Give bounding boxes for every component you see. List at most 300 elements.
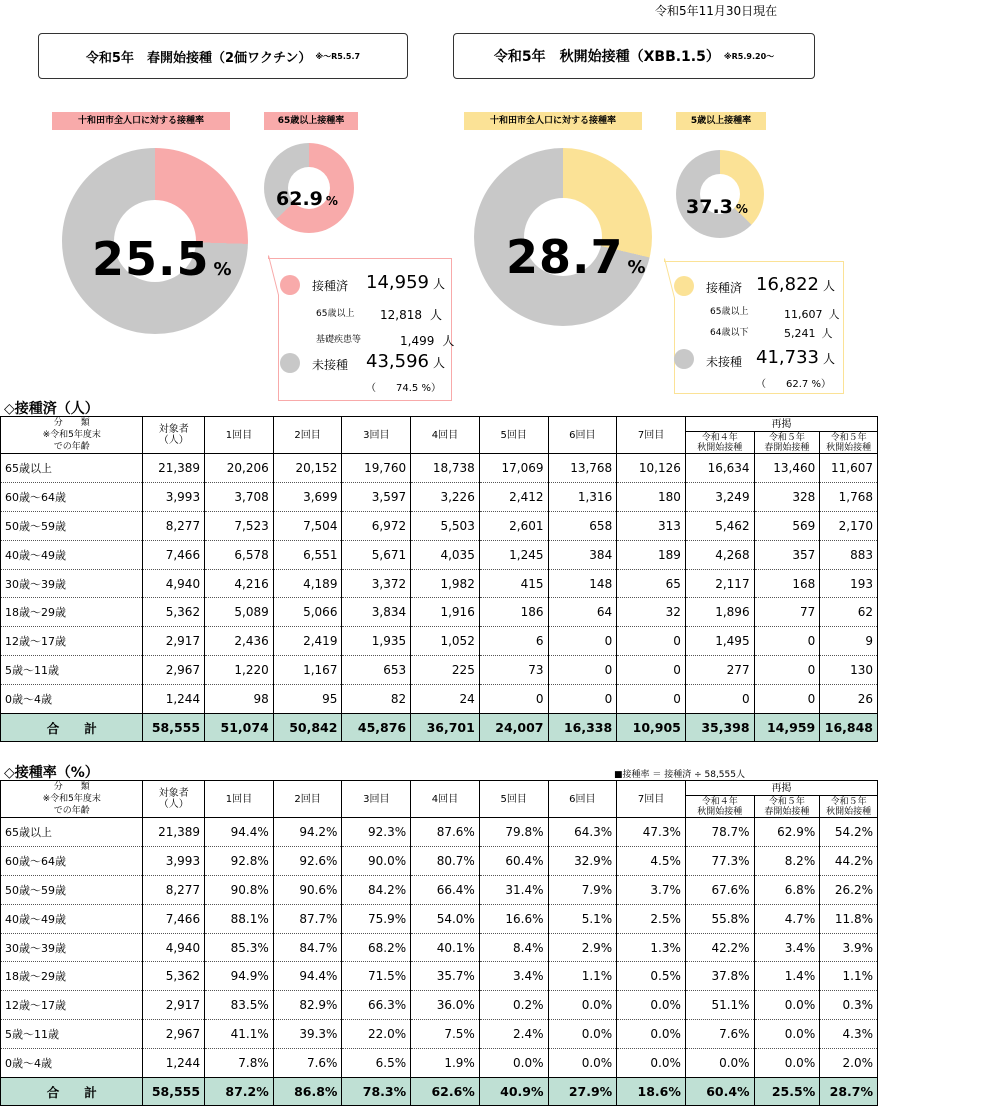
dose-header: 3回目 xyxy=(342,417,411,454)
table-cell: 94.2% xyxy=(273,818,342,847)
table-cell: 92.3% xyxy=(342,818,411,847)
autumn-vaccinated-value xyxy=(756,274,835,295)
person-unit: 人 xyxy=(822,352,835,366)
autumn-vaccinated-number: 16,822 xyxy=(756,274,819,295)
table-cell: 8,277 xyxy=(143,875,205,904)
person-unit: 人 xyxy=(432,277,445,291)
row-category: 18歳～29歳 xyxy=(1,962,143,991)
person-unit: 人 xyxy=(442,334,455,348)
table-cell: 7,466 xyxy=(143,904,205,933)
spring-vaccinated-number: 14,959 xyxy=(366,272,429,293)
category-header-note: ※令和5年度末 xyxy=(42,794,101,804)
table-cell: 2,436 xyxy=(205,627,274,656)
table-row xyxy=(1,656,878,685)
table-cell: 0.2% xyxy=(479,991,548,1020)
table-cell: 0.0% xyxy=(754,1020,820,1049)
autumn-title: 令和5年 秋開始接種（XBB.1.5） xyxy=(493,49,720,65)
table-cell: 0 xyxy=(754,685,820,714)
dose-header: 6回目 xyxy=(548,417,617,454)
table-cell: 1.3% xyxy=(617,933,686,962)
target-header xyxy=(143,417,205,454)
table-cell: 67.6% xyxy=(685,875,754,904)
table-cell: 90.6% xyxy=(273,875,342,904)
table-cell: 75.9% xyxy=(342,904,411,933)
autumn-rate-all-value: 28.7 xyxy=(506,230,624,284)
table-cell: 3,993 xyxy=(143,482,205,511)
total-cell: 27.9% xyxy=(548,1078,617,1106)
table-cell: 1,768 xyxy=(820,482,878,511)
table-cell: 3,249 xyxy=(685,482,754,511)
spring-rate-sub-value: 62.9 xyxy=(276,188,323,210)
dose-header: 6回目 xyxy=(548,781,617,818)
table-cell: 0 xyxy=(548,627,617,656)
table1-title: ◇接種済（人） xyxy=(4,401,99,417)
table-cell: 2,967 xyxy=(143,1020,205,1049)
table-cell: 42.2% xyxy=(685,933,754,962)
spring-detail1-number: 12,818 xyxy=(380,308,422,322)
table-cell: 4,940 xyxy=(143,569,205,598)
table2-footer xyxy=(1,1078,878,1106)
table-cell: 4,940 xyxy=(143,933,205,962)
table-cell: 277 xyxy=(685,656,754,685)
table-cell: 95 xyxy=(273,685,342,714)
table-cell: 6 xyxy=(479,627,548,656)
table-cell: 0 xyxy=(617,685,686,714)
table-cell: 3,226 xyxy=(411,482,480,511)
table-cell: 2,967 xyxy=(143,656,205,685)
spring-detail1-value xyxy=(380,306,442,323)
table-row xyxy=(1,991,878,1020)
repost-col-header xyxy=(685,796,754,818)
table-cell: 415 xyxy=(479,569,548,598)
dose-header: 5回目 xyxy=(479,417,548,454)
autumn-population-rate xyxy=(506,230,647,284)
total-cell: 10,905 xyxy=(617,714,686,742)
table-cell: 73 xyxy=(479,656,548,685)
total-cell: 51,074 xyxy=(205,714,274,742)
table-cell: 883 xyxy=(820,540,878,569)
repost-col-header xyxy=(820,796,878,818)
spring-population-rate xyxy=(92,232,233,286)
spring-title-box xyxy=(38,33,408,79)
total-cell: 60.4% xyxy=(685,1078,754,1106)
row-category: 40歳～49歳 xyxy=(1,904,143,933)
repost-col-header xyxy=(754,432,820,454)
table-cell: 180 xyxy=(617,482,686,511)
table-cell: 3,834 xyxy=(342,598,411,627)
autumn-detail1-number: 11,607 xyxy=(784,308,823,321)
repost-header: 再掲 xyxy=(685,781,877,796)
table-cell: 87.7% xyxy=(273,904,342,933)
table-cell: 71.5% xyxy=(342,962,411,991)
repost-col-year: 令和５年 xyxy=(830,432,867,443)
dose-header: 2回目 xyxy=(273,417,342,454)
table-cell: 1,167 xyxy=(273,656,342,685)
percent-unit: % xyxy=(627,257,647,278)
table-cell: 9 xyxy=(820,627,878,656)
category-header-title: 分 類 xyxy=(53,418,90,428)
table-cell: 94.4% xyxy=(205,818,274,847)
table1-body xyxy=(1,454,878,714)
table-cell: 2.4% xyxy=(479,1020,548,1049)
table-cell: 3.4% xyxy=(479,962,548,991)
table-cell: 2,170 xyxy=(820,511,878,540)
table-cell: 62.9% xyxy=(754,818,820,847)
table-cell: 54.2% xyxy=(820,818,878,847)
table-cell: 82 xyxy=(342,685,411,714)
row-category: 12歳～17歳 xyxy=(1,991,143,1020)
vaccinated-dot xyxy=(674,276,694,296)
table-cell: 13,768 xyxy=(548,454,617,483)
total-cell: 16,338 xyxy=(548,714,617,742)
spring-label-sub: 65歳以上接種率 xyxy=(264,112,358,130)
table-row xyxy=(1,540,878,569)
table-cell: 168 xyxy=(754,569,820,598)
table-cell: 130 xyxy=(820,656,878,685)
category-header-note: ※令和5年度末 xyxy=(42,430,101,440)
spring-label-all: 十和田市全人口に対する接種率 xyxy=(52,112,230,130)
table-cell: 6,551 xyxy=(273,540,342,569)
autumn-title-box xyxy=(453,33,815,79)
table-cell: 13,460 xyxy=(754,454,820,483)
table-cell: 1.1% xyxy=(548,962,617,991)
autumn-unvaccinated-number: 41,733 xyxy=(756,347,819,368)
table-cell: 7.9% xyxy=(548,875,617,904)
repost-col-year: 令和５年 xyxy=(768,432,805,443)
table-cell: 357 xyxy=(754,540,820,569)
table-cell: 6.8% xyxy=(754,875,820,904)
table-cell: 85.3% xyxy=(205,933,274,962)
table-cell: 64.3% xyxy=(548,818,617,847)
autumn-callout xyxy=(664,258,846,396)
dose-header: 2回目 xyxy=(273,781,342,818)
spring-unvaccinated-number: 43,596 xyxy=(366,351,429,372)
table2-body xyxy=(1,818,878,1078)
table-cell: 1,916 xyxy=(411,598,480,627)
table-cell: 5,066 xyxy=(273,598,342,627)
total-cell: 24,007 xyxy=(479,714,548,742)
table-cell: 0.0% xyxy=(548,1020,617,1049)
table-cell: 0.0% xyxy=(754,991,820,1020)
row-category: 60歳～64歳 xyxy=(1,482,143,511)
autumn-5plus-donut xyxy=(676,150,764,238)
repost-col-year: 令和４年 xyxy=(701,796,738,807)
repost-header: 再掲 xyxy=(685,417,877,432)
table-cell: 0 xyxy=(548,685,617,714)
autumn-detail1-value xyxy=(784,306,840,322)
table-cell: 1,896 xyxy=(685,598,754,627)
row-category: 30歳～39歳 xyxy=(1,569,143,598)
table-cell: 5,671 xyxy=(342,540,411,569)
table-cell: 1,052 xyxy=(411,627,480,656)
table-cell: 35.7% xyxy=(411,962,480,991)
table-cell: 26.2% xyxy=(820,875,878,904)
total-cell: 86.8% xyxy=(273,1078,342,1106)
table-cell: 79.8% xyxy=(479,818,548,847)
spring-title: 令和5年 春開始接種（2価ワクチン） xyxy=(85,50,312,66)
table-cell: 21,389 xyxy=(143,454,205,483)
table-cell: 32.9% xyxy=(548,846,617,875)
category-header-title: 分 類 xyxy=(53,782,90,792)
autumn-unvaccinated-value xyxy=(756,347,835,368)
table-cell: 0.0% xyxy=(548,991,617,1020)
table-cell: 6.5% xyxy=(342,1049,411,1078)
table-cell: 7,523 xyxy=(205,511,274,540)
table-cell: 189 xyxy=(617,540,686,569)
spring-callout xyxy=(268,255,454,403)
table-cell: 20,152 xyxy=(273,454,342,483)
row-category: 0歳～4歳 xyxy=(1,1049,143,1078)
table-cell: 31.4% xyxy=(479,875,548,904)
table-cell: 0.0% xyxy=(685,1049,754,1078)
person-unit: 人 xyxy=(822,279,835,293)
table-row xyxy=(1,1020,878,1049)
table-cell: 36.0% xyxy=(411,991,480,1020)
table-cell: 19,760 xyxy=(342,454,411,483)
table-cell: 5.1% xyxy=(548,904,617,933)
table-cell: 193 xyxy=(820,569,878,598)
row-category: 30歳～39歳 xyxy=(1,933,143,962)
table-cell: 16,634 xyxy=(685,454,754,483)
table-cell: 2,917 xyxy=(143,991,205,1020)
repost-col-name: 春開始接種 xyxy=(764,806,810,817)
table-cell: 653 xyxy=(342,656,411,685)
table-cell: 68.2% xyxy=(342,933,411,962)
autumn-rate-sub-value: 37.3 xyxy=(686,196,733,218)
table-cell: 84.2% xyxy=(342,875,411,904)
dose-header: 1回目 xyxy=(205,781,274,818)
table-cell: 2,601 xyxy=(479,511,548,540)
table-cell: 0 xyxy=(617,627,686,656)
table-cell: 40.1% xyxy=(411,933,480,962)
table-cell: 7.6% xyxy=(685,1020,754,1049)
table-cell: 64 xyxy=(548,598,617,627)
spring-vaccinated-label: 接種済 xyxy=(312,279,349,293)
table-cell: 328 xyxy=(754,482,820,511)
table-cell: 24 xyxy=(411,685,480,714)
table-cell: 3.9% xyxy=(820,933,878,962)
table-row xyxy=(1,846,878,875)
total-cell: 16,848 xyxy=(820,714,878,742)
table-cell: 5,503 xyxy=(411,511,480,540)
table-cell: 7.6% xyxy=(273,1049,342,1078)
table-row xyxy=(1,875,878,904)
autumn-unvaccinated-pct: （ 62.7 %） xyxy=(756,379,831,390)
row-category: 12歳～17歳 xyxy=(1,627,143,656)
row-category: 60歳～64歳 xyxy=(1,846,143,875)
spring-detail2-value xyxy=(400,332,454,349)
table-cell: 77.3% xyxy=(685,846,754,875)
table-cell: 4,216 xyxy=(205,569,274,598)
vaccinated-dot xyxy=(280,275,300,295)
table-cell: 4.3% xyxy=(820,1020,878,1049)
table-cell: 1.9% xyxy=(411,1049,480,1078)
table2-header xyxy=(1,781,878,818)
total-cell: 50,842 xyxy=(273,714,342,742)
table-cell: 8,277 xyxy=(143,511,205,540)
table-cell: 1,244 xyxy=(143,685,205,714)
table-cell: 88.1% xyxy=(205,904,274,933)
repost-col-year: 令和５年 xyxy=(768,796,805,807)
table-cell: 11.8% xyxy=(820,904,878,933)
table-cell: 54.0% xyxy=(411,904,480,933)
table-cell: 4.5% xyxy=(617,846,686,875)
dose-header: 4回目 xyxy=(411,417,480,454)
table-cell: 6,578 xyxy=(205,540,274,569)
table-cell: 92.6% xyxy=(273,846,342,875)
table-cell: 2,412 xyxy=(479,482,548,511)
category-header xyxy=(1,417,143,454)
table-cell: 20,206 xyxy=(205,454,274,483)
autumn-5plus-rate xyxy=(686,196,748,218)
total-cell: 58,555 xyxy=(143,714,205,742)
autumn-detail1-label: 65歳以上 xyxy=(710,307,749,317)
autumn-detail2-value xyxy=(784,325,833,341)
spring-unvaccinated-pct: （ 74.5 %） xyxy=(366,383,441,394)
total-cell: 62.6% xyxy=(411,1078,480,1106)
table-cell: 1,244 xyxy=(143,1049,205,1078)
table-cell: 8.4% xyxy=(479,933,548,962)
row-category: 40歳～49歳 xyxy=(1,540,143,569)
target-header-unit: （人） xyxy=(158,435,189,446)
percent-unit: % xyxy=(325,194,338,208)
table-cell: 4,035 xyxy=(411,540,480,569)
table-cell: 148 xyxy=(548,569,617,598)
table-cell: 83.5% xyxy=(205,991,274,1020)
table-cell: 32 xyxy=(617,598,686,627)
table-cell: 2,117 xyxy=(685,569,754,598)
dose-header: 1回目 xyxy=(205,417,274,454)
repost-col-year: 令和５年 xyxy=(830,796,867,807)
table-row xyxy=(1,933,878,962)
table-cell: 3.7% xyxy=(617,875,686,904)
row-category: 50歳～59歳 xyxy=(1,511,143,540)
total-label: 合 計 xyxy=(1,714,143,742)
table-cell: 8.2% xyxy=(754,846,820,875)
table-cell: 313 xyxy=(617,511,686,540)
table-cell: 5,362 xyxy=(143,962,205,991)
autumn-vaccinated-label: 接種済 xyxy=(706,281,743,295)
table-cell: 1,982 xyxy=(411,569,480,598)
table-cell: 47.3% xyxy=(617,818,686,847)
table-cell: 3,372 xyxy=(342,569,411,598)
table-cell: 0.0% xyxy=(617,1049,686,1078)
row-category: 65歳以上 xyxy=(1,454,143,483)
target-header-unit: （人） xyxy=(158,799,189,810)
row-category: 18歳～29歳 xyxy=(1,598,143,627)
table-cell: 26 xyxy=(820,685,878,714)
table-cell: 6,972 xyxy=(342,511,411,540)
total-row xyxy=(1,714,878,742)
spring-rate-all-value: 25.5 xyxy=(92,232,210,286)
row-category: 5歳～11歳 xyxy=(1,1020,143,1049)
table-cell: 2.0% xyxy=(820,1049,878,1078)
spring-detail1-label: 65歳以上 xyxy=(316,309,355,319)
table-cell: 1,495 xyxy=(685,627,754,656)
table-cell: 658 xyxy=(548,511,617,540)
table-cell: 0 xyxy=(754,656,820,685)
percent-unit: % xyxy=(735,202,748,216)
dose-header: 7回目 xyxy=(617,781,686,818)
repost-col-header xyxy=(685,432,754,454)
total-cell: 58,555 xyxy=(143,1078,205,1106)
table-cell: 5,362 xyxy=(143,598,205,627)
row-category: 5歳～11歳 xyxy=(1,656,143,685)
table-row xyxy=(1,454,878,483)
vaccinated-count-table xyxy=(0,416,878,742)
total-cell: 36,701 xyxy=(411,714,480,742)
table-cell: 41.1% xyxy=(205,1020,274,1049)
total-cell: 18.6% xyxy=(617,1078,686,1106)
spring-detail2-number: 1,499 xyxy=(400,334,435,348)
row-category: 0歳～4歳 xyxy=(1,685,143,714)
repost-col-header xyxy=(754,796,820,818)
table-row xyxy=(1,598,878,627)
table-cell: 2,917 xyxy=(143,627,205,656)
table-cell: 22.0% xyxy=(342,1020,411,1049)
table-cell: 94.9% xyxy=(205,962,274,991)
total-label: 合 計 xyxy=(1,1078,143,1106)
vaccination-rate-table xyxy=(0,780,878,1106)
total-cell: 25.5% xyxy=(754,1078,820,1106)
table-cell: 7.8% xyxy=(205,1049,274,1078)
table-cell: 0 xyxy=(685,685,754,714)
person-unit: 人 xyxy=(828,308,840,321)
unvaccinated-dot xyxy=(280,353,300,373)
table-cell: 0.0% xyxy=(617,991,686,1020)
as-of-date: 令和5年11月30日現在 xyxy=(655,4,778,18)
autumn-label-all: 十和田市全人口に対する接種率 xyxy=(464,112,642,130)
table-cell: 60.4% xyxy=(479,846,548,875)
table-cell: 90.0% xyxy=(342,846,411,875)
table-cell: 37.8% xyxy=(685,962,754,991)
person-unit: 人 xyxy=(432,356,445,370)
rate-formula: ■接種率 ＝ 接種済 ÷ 58,555人 xyxy=(614,770,745,780)
autumn-label-sub: 5歳以上接種率 xyxy=(676,112,766,130)
table-row xyxy=(1,962,878,991)
table-cell: 3.4% xyxy=(754,933,820,962)
row-category: 50歳～59歳 xyxy=(1,875,143,904)
table-cell: 1,220 xyxy=(205,656,274,685)
table-row xyxy=(1,482,878,511)
table-cell: 5,089 xyxy=(205,598,274,627)
table-cell: 0.0% xyxy=(617,1020,686,1049)
table-cell: 1.4% xyxy=(754,962,820,991)
table-cell: 87.6% xyxy=(411,818,480,847)
target-header-label: 対象者 xyxy=(158,424,189,435)
table-cell: 78.7% xyxy=(685,818,754,847)
total-cell: 78.3% xyxy=(342,1078,411,1106)
repost-col-name: 秋開始接種 xyxy=(826,806,872,817)
table-cell: 17,069 xyxy=(479,454,548,483)
table-cell: 16.6% xyxy=(479,904,548,933)
target-header-label: 対象者 xyxy=(158,788,189,799)
spring-unvaccinated-value xyxy=(366,351,445,372)
table1-header xyxy=(1,417,878,454)
autumn-unvaccinated-label: 未接種 xyxy=(706,355,743,369)
table-cell: 92.8% xyxy=(205,846,274,875)
spring-note: ※～R5.5.7 xyxy=(315,51,361,61)
table-cell: 90.8% xyxy=(205,875,274,904)
table-cell: 44.2% xyxy=(820,846,878,875)
total-cell: 28.7% xyxy=(820,1078,878,1106)
table-cell: 1,316 xyxy=(548,482,617,511)
table-cell: 3,699 xyxy=(273,482,342,511)
table-cell: 4,268 xyxy=(685,540,754,569)
total-cell: 45,876 xyxy=(342,714,411,742)
autumn-note: ※R5.9.20～ xyxy=(723,51,775,61)
target-header xyxy=(143,781,205,818)
